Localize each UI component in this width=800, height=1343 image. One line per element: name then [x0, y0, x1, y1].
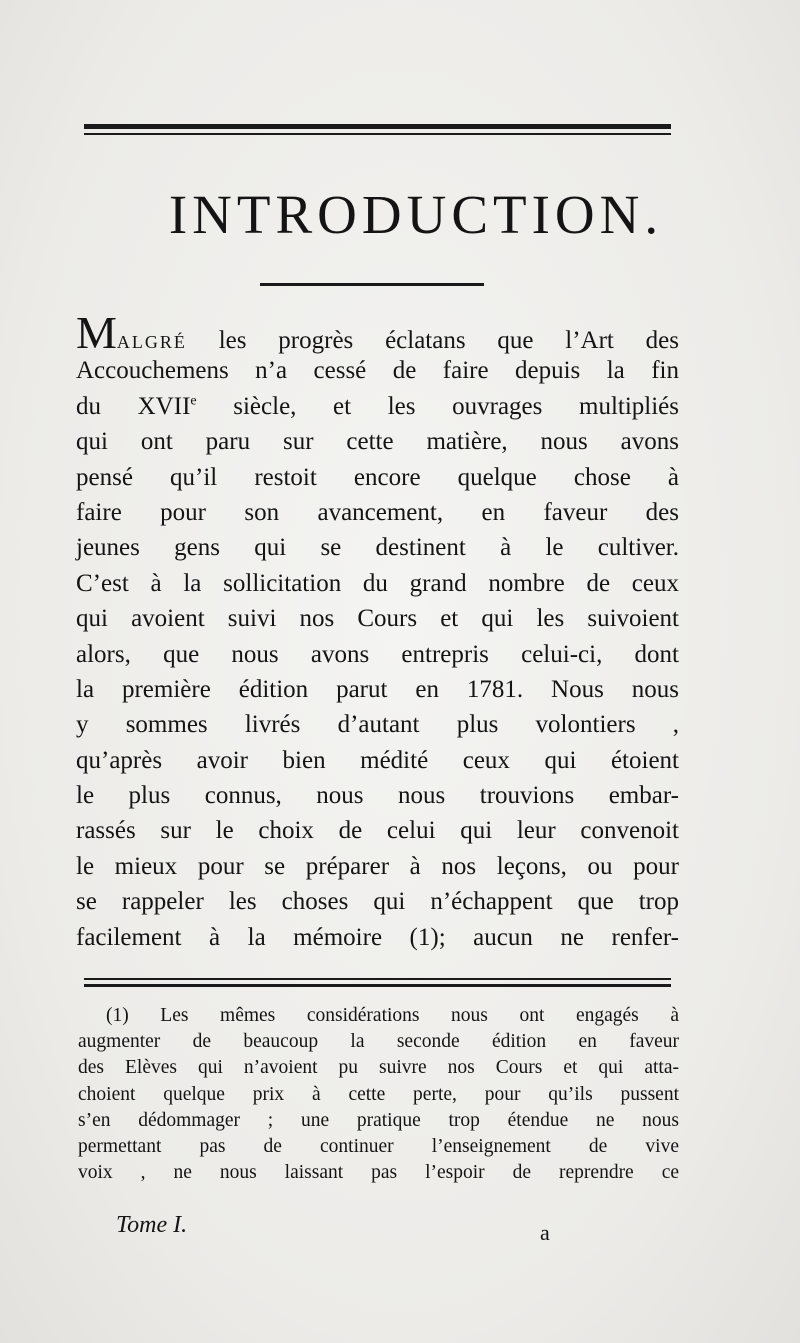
small-caps-word: ALGRÉ: [116, 332, 187, 352]
body-line: le mieux pour se préparer à nos leçons, ou pour: [76, 852, 679, 880]
body-line-text: les progrès éclatans que l’Art des: [218, 327, 679, 354]
body-line: pensé qu’il restoit encore quelque chose à: [76, 463, 679, 491]
body-line-text: siècle, et les ouvrages multipliés: [196, 392, 680, 420]
footnote-line: permettant pas de continuer l’enseignement de vive: [78, 1135, 679, 1157]
body-line: le plus connus, nous nous trouvions embar-: [76, 782, 679, 810]
footnote-line: des Elèves qui n’avoient pu suivre nos Cours et qui atta-: [78, 1057, 679, 1079]
body-line: qui avoient suivi nos Cours et qui les suivoient: [76, 605, 679, 633]
body-line: [76, 307, 679, 358]
body-line: rassés sur le choix de celui qui leur convenoit: [76, 817, 679, 845]
body-text: [76, 307, 680, 955]
footnote-line: augmenter de beaucoup la seconde édition en faveur: [78, 1031, 679, 1053]
footnote: [78, 1003, 679, 1186]
volume-signature: Tome I.: [116, 1212, 188, 1238]
footnote-line: (1) Les mêmes considérations nous ont engagés à: [106, 1005, 679, 1026]
body-line: alors, que nous avons entrepris celui-ci, dont: [76, 640, 679, 668]
body-line-text: du XVII: [76, 392, 191, 420]
body-line: C’est à la sollicitation du grand nombre de ceux: [76, 569, 679, 597]
footnote-line: s’en dédommager ; une pratique trop étendue ne nous: [78, 1109, 679, 1131]
footnote-line: choient quelque prix à cette perte, pour qu’ils pussent: [78, 1083, 679, 1105]
sheet-signature: a: [540, 1220, 550, 1245]
page-title: INTRODUCTION.: [168, 184, 664, 245]
body-line: qui ont paru sur cette matière, nous avons: [76, 428, 679, 456]
title-rule: [260, 283, 484, 286]
body-line: facilement à la mémoire (1); aucun ne renfer-: [76, 923, 679, 951]
footnote-rule: [84, 978, 671, 987]
body-line: y sommes livrés d’autant plus volontiers ,: [76, 711, 679, 739]
footnote-line: voix , ne nous laissant pas l’espoir de reprendre ce: [78, 1162, 679, 1184]
body-line: qu’après avoir bien médité ceux qui étoient: [76, 746, 679, 774]
body-line: jeunes gens qui se destinent à le cultiver.: [76, 534, 679, 562]
body-line: [76, 389, 679, 424]
body-line: faire pour son avancement, en faveur des: [76, 498, 679, 526]
superscript: e: [190, 393, 197, 409]
drop-cap: M: [76, 307, 117, 358]
header-rule: [84, 124, 671, 135]
body-line: la première édition parut en 1781. Nous nous: [76, 675, 679, 703]
body-line: Accouchemens n’a cessé de faire depuis la fin: [76, 357, 679, 385]
body-line: se rappeler les choses qui n’échappent que trop: [76, 888, 679, 916]
